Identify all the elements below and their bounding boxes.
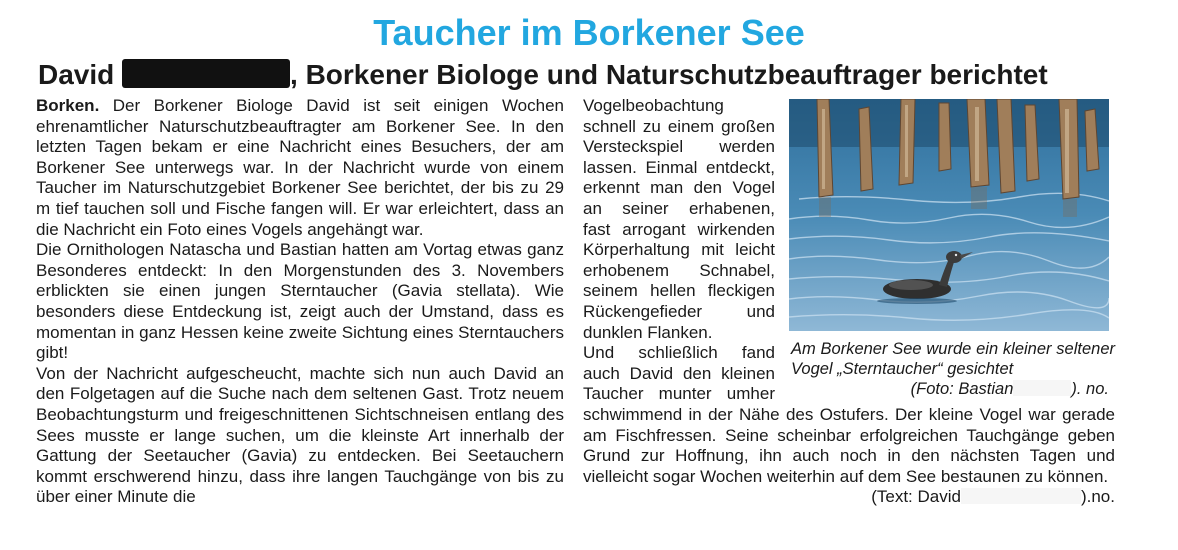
article-title: Taucher im Borkener See xyxy=(373,12,805,53)
bird-photo xyxy=(789,99,1109,331)
intro-text: Der Borkener Biologe David ist seit einigen Wochen ehrenamtlicher Naturschutzbeauftragter am Borkener See. In den letzten Tagen bekam er eine Nachricht eines Besuchers, der am Borkener See unterwegs war. In der Nachricht wurde von einem Taucher im Naturschutzgebiet Borkener See berichtet, der bis zu 29 m tief tauchen soll und Fische fangen will. Er war erleichtert, dass an die Nachricht ein Foto eines Vogels angehängt war. xyxy=(36,96,564,239)
redaction-bar xyxy=(122,59,290,88)
text-credit-prefix: (Text: David xyxy=(871,487,961,507)
text-credit xyxy=(583,487,1115,508)
text-credit-suffix: ).no. xyxy=(1080,487,1115,507)
paragraph-search: Von der Nachricht aufgescheucht, machte sich nun auch David an den Folgetagen auf die Suche nach dem seltenen Gast. Trotz neuem Beobachtungsturm und freigeschnittenen Sichtschneisen entlang des Sees musste er lange suchen, um die kleinste Art innerhalb der Gattung der Seetaucher (Gavia) zu entdecken. Bei Seetauchern kommt erschwerend hinzu, dass ihre langen Tauchgänge von bis zu über einer Minute die xyxy=(36,363,564,507)
article-subtitle xyxy=(38,58,1158,92)
dateline: Borken. xyxy=(36,96,100,115)
caption-text: Am Borkener See wurde ein kleiner seltener Vogel „Sterntaucher“ gesichtet xyxy=(791,340,1115,378)
subtitle-prefix: David xyxy=(38,59,123,90)
photo-caption xyxy=(789,339,1115,399)
paragraph-ornithologists: Die Ornithologen Natascha und Bastian hatten am Vortag etwas ganz Besonderes entdeckt: In den Morgenstunden des 3. Novembers erblickten sie einen jungen Sterntaucher (Gavia stellata). Wie besonders diese Entdeckung ist, zeigt auch der Umstand, dass es momentan in ganz Hessen keine zweite Sichtung eines Sterntauchers gibt! xyxy=(36,240,564,363)
caption-credit-prefix: (Foto: Bastian xyxy=(910,380,1014,398)
paragraph-intro xyxy=(36,96,564,240)
paragraph-found: Und schließlich fand auch David den kleinen Taucher munter umher schwimmend in der Nähe des Ostufers. Der kleine Vogel war gerade am Fischfressen. Seine scheinbar erfolgreichen Tauchgänge geben Grund zur Hoffnung, ihn auch noch in den nächsten Tagen und vielleicht sogar Wochen weiterhin auf dem See bestaunen zu können. xyxy=(583,343,1115,486)
photo-block xyxy=(789,99,1115,399)
caption-credit-redaction xyxy=(1013,380,1071,396)
column-right xyxy=(583,96,1115,508)
caption-credit-suffix: ). no. xyxy=(1071,380,1109,398)
caption-credit xyxy=(791,379,1115,399)
column-left xyxy=(36,96,564,508)
paragraph-description: Vogelbeobachtung schnell zu einem großen Versteckspiel werden lassen. Einmal entdeckt, erkennt man den Vogel an seiner erhabenen, fast arrogant wirkenden Körperhaltung mit leicht erhobenem Schnabel, seinem hellen fleckigen Rückengefieder und dunklen Flanken. xyxy=(583,96,775,342)
subtitle-suffix: , Borkener Biologe und Naturschutzbeauftrager berichtet xyxy=(290,59,1048,90)
text-credit-redaction xyxy=(961,488,1081,504)
